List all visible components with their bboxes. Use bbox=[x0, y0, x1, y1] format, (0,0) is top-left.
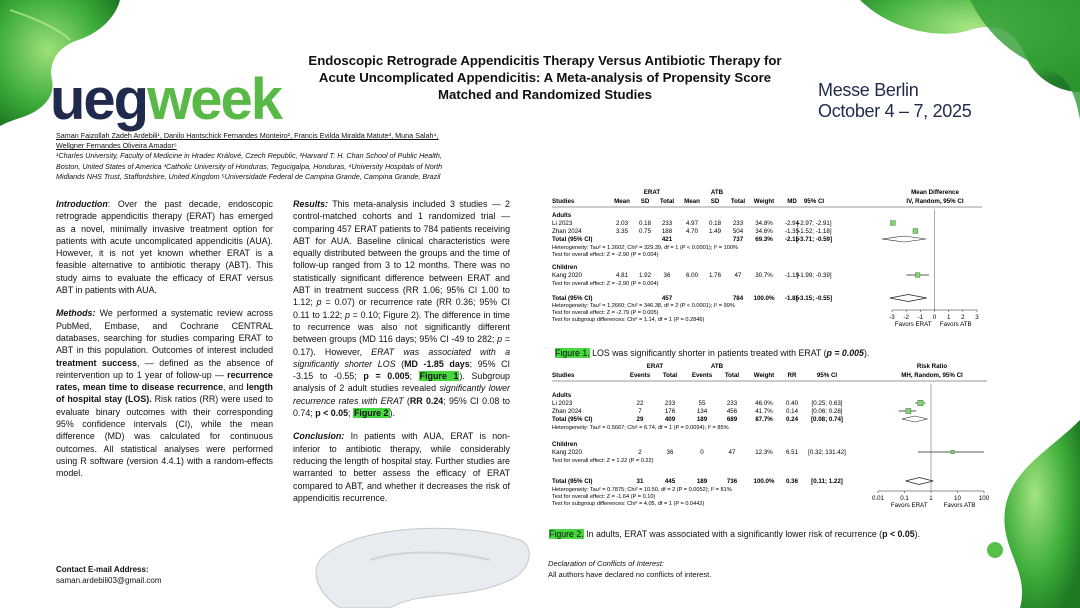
fig1-header: Total bbox=[659, 198, 675, 205]
fig2-group-atb: ATB bbox=[710, 363, 724, 370]
fig1-cell: 0.18 bbox=[638, 220, 652, 227]
fig1-cell: 3.35 bbox=[615, 228, 629, 235]
poster-title: Endoscopic Retrograde Appendicitis Therapy Versus Antibiotic Therapy for Acute Uncomplicated Appendicitis: A Meta-analysis of Propensity Score Matched and Randomized Studies bbox=[308, 53, 782, 102]
fig1-cell: 0.18 bbox=[708, 220, 722, 227]
fig1-cell: -1.19 bbox=[784, 272, 800, 279]
conclusion-text: In patients with AUA, ERAT is non-inferior to antibiotic therapy, while considerably reducing the length of hospital stay. Further studies are warranted to better assess the efficacy of ERAT compared to ABT, and whether it decreases the risk of appendicitis recurrence. bbox=[293, 431, 510, 503]
fig2-cell: [0.06; 0.28] bbox=[811, 408, 843, 415]
results-italic: p bbox=[345, 309, 350, 320]
figure1-caption-label: Figure 1. bbox=[555, 348, 590, 358]
fig2-cell: 22 bbox=[636, 400, 644, 407]
fig2-overall-cell: 445 bbox=[664, 478, 676, 485]
fig2-tick-label: 0.1 bbox=[900, 495, 909, 502]
fig1-overall-cell: 784 bbox=[732, 295, 744, 302]
fig2-cell: 176 bbox=[664, 408, 676, 415]
fig2-favors-right: Favors ATB bbox=[943, 502, 976, 509]
fig2-study-name: Li 2023 bbox=[552, 400, 573, 407]
figure1-caption-text: LOS was significantly shorter in patients treated with ERAT ( bbox=[589, 348, 827, 358]
figure1-caption-p: p = 0.005 bbox=[826, 348, 864, 358]
fig2-study-marker bbox=[906, 408, 911, 413]
fig2-header: Weight bbox=[753, 372, 775, 379]
venue-dates: October 4 – 7, 2025 bbox=[818, 101, 972, 121]
fig2-header: 95% CI bbox=[816, 372, 838, 379]
fig1-overall-cell: 457 bbox=[661, 295, 673, 302]
column-left bbox=[56, 198, 273, 491]
fig1-cell: 4.81 bbox=[615, 272, 629, 279]
fig2-study-marker bbox=[951, 450, 954, 453]
results-text: = 0.10; Figure 2). The difference in time to recurrence was also not significantly different between groups (MD 116 days; 95% CI -49 to 282; bbox=[293, 309, 510, 345]
fig2-total-cell: 29 bbox=[636, 416, 644, 423]
results-section bbox=[293, 198, 510, 419]
fig1-cell: 47 bbox=[734, 272, 742, 279]
conclusion-heading: Conclusion: bbox=[293, 431, 345, 442]
author-names: Saman Faizollah Zadeh Ardebili¹, Danilo Hantschick Fernandes Monteiro², Francis Evilda Miralda Matute³, Muna Salah⁴, Wellgner Fernandes Oliveira Amador⁵ bbox=[56, 131, 439, 151]
results-text: ). bbox=[389, 408, 395, 419]
fig2-note: Heterogeneity: Tau² = 0.5667; Chi² = 6.74, df = 1 (P = 0.0094); I² = 85% bbox=[552, 425, 729, 431]
figure1-forest-plot bbox=[552, 186, 992, 346]
fig1-header: SD bbox=[710, 198, 720, 205]
fig2-subgroup-label: Children bbox=[552, 441, 578, 448]
fig1-tick-label: 3 bbox=[975, 314, 979, 321]
ueg-week-logo bbox=[50, 67, 282, 132]
fig1-tick-label: 1 bbox=[946, 314, 951, 321]
fig1-header: Weight bbox=[753, 198, 775, 205]
liver-illustration bbox=[300, 520, 540, 608]
fig1-cell: 233 bbox=[661, 220, 673, 227]
fig2-header: MH, Random, 95% CI bbox=[901, 372, 963, 379]
figure2-reference: Figure 2 bbox=[353, 408, 389, 419]
fig1-total-cell: 69.3% bbox=[755, 236, 773, 243]
results-bold: RR 0.24 bbox=[409, 395, 444, 406]
fig1-cell: 188 bbox=[661, 228, 673, 235]
fig2-cell: 134 bbox=[696, 408, 708, 415]
figure2-forest-plot bbox=[552, 360, 992, 530]
fig2-cell: 0.40 bbox=[785, 400, 799, 407]
fig1-group-erat: ERAT bbox=[643, 189, 661, 196]
fig2-note: Test for overall effect: Z = 1.22 (P = 0.22) bbox=[552, 458, 654, 464]
fig1-cell: 1.49 bbox=[708, 228, 722, 235]
fig1-note: Test for overall effect: Z = -2.90 (P = 0.004) bbox=[552, 281, 659, 287]
results-heading: Results: bbox=[293, 199, 329, 209]
fig1-study-marker bbox=[890, 221, 895, 226]
logo-ueg-text: ueg bbox=[50, 67, 148, 132]
fig2-overall-cell: 736 bbox=[726, 478, 738, 485]
fig1-header: Mean bbox=[614, 198, 630, 205]
fig2-cell: [0.32; 131.42] bbox=[808, 449, 846, 456]
fig1-cell: 1.92 bbox=[638, 272, 652, 279]
fig1-cell: [-1.52; -1.18] bbox=[796, 228, 832, 235]
results-bold: p < 0.05 bbox=[315, 408, 349, 419]
fig1-study-marker bbox=[915, 273, 920, 278]
declaration-block bbox=[548, 558, 711, 580]
fig2-cell: 55 bbox=[698, 400, 706, 407]
fig1-header: Studies bbox=[552, 198, 575, 205]
fig1-cell: [-2.97; -2.91] bbox=[796, 220, 832, 227]
fig1-subtotal-diamond bbox=[882, 236, 926, 242]
fig1-cell: 2.03 bbox=[615, 220, 629, 227]
contact-label: Contact E-mail Address: bbox=[56, 565, 149, 574]
fig2-cell: 36 bbox=[666, 449, 674, 456]
fig2-header: Studies bbox=[552, 372, 575, 379]
methods-section bbox=[56, 307, 273, 479]
methods-text: We performed a systematic review across PubMed, Embase, and Cochrane CENTRAL databases, searching for studies comparing ERAT to ABT in this population. Outcomes of interest included bbox=[56, 308, 273, 356]
fig1-total-cell: -2.15 bbox=[784, 236, 800, 243]
results-text: = 0.17). However, bbox=[293, 334, 510, 357]
fig1-overall-label: Total (95% CI) bbox=[552, 295, 593, 302]
figure1-caption-end: ). bbox=[863, 348, 870, 358]
fig1-cell: 6.00 bbox=[685, 272, 699, 279]
methods-text: , — defined as the absence of reintervention up to 1 year of follow-up — bbox=[56, 357, 273, 380]
fig1-tick-label: 2 bbox=[961, 314, 965, 321]
conclusion-section bbox=[293, 430, 510, 504]
fig2-total-cell: 409 bbox=[664, 416, 676, 423]
fig2-cell: 46.0% bbox=[755, 400, 773, 407]
fig1-header: IV, Random, 95% CI bbox=[906, 198, 964, 205]
introduction-section bbox=[56, 198, 273, 296]
author-affiliations: ¹Charles University, Faculty of Medicine in Hradec Králové, Czech Republic, ²Harvard T. H. Chan School of Public Health, Boston, United States of America ³Catholic University of Honduras, Tegucigalpa, Honduras, ⁴University Hospitals of North Midlands NHS Trust, Staffordshire, United Kingdom ⁵Universidade Federal de Campina Grande, Campina Grande, Brazil bbox=[56, 151, 443, 181]
fig1-subgroup-label: Adults bbox=[552, 212, 572, 219]
fig1-group-md: Mean Difference bbox=[911, 189, 959, 196]
results-text: ; 95% CI -3.15 to -0.55; bbox=[293, 358, 511, 382]
results-bold: p = 0.005 bbox=[363, 371, 410, 382]
fig1-cell: -2.94 bbox=[784, 220, 800, 227]
fig1-study-name: Kang 2020 bbox=[552, 272, 582, 279]
fig1-cell: -1.35 bbox=[784, 228, 800, 235]
fig2-cell: [0.25; 0.63] bbox=[811, 400, 843, 407]
fig2-cell: 6.51 bbox=[785, 449, 799, 456]
column-middle bbox=[293, 198, 510, 515]
fig2-total-cell: 0.24 bbox=[785, 416, 799, 423]
results-italic: p bbox=[497, 334, 503, 345]
results-bold: MD -1.85 days bbox=[404, 358, 470, 369]
fig1-note: Heterogeneity: Tau² = 1.2602; Chi² = 329.39, df = 1 (P < 0.0001); I² = 100% bbox=[552, 245, 738, 251]
fig2-cell: 12.3% bbox=[755, 449, 773, 456]
fig2-tick-label: 1 bbox=[929, 495, 933, 502]
fig2-header: Events bbox=[691, 372, 713, 379]
fig2-cell: 456 bbox=[726, 408, 738, 415]
fig1-overall-cell: [-3.15; -0.55] bbox=[795, 295, 833, 302]
results-text: ; bbox=[409, 371, 419, 382]
results-text: = 0.07) or recurrence rate (RR 0.36; 95% CI 0.11 to 1.22; bbox=[293, 297, 510, 320]
fig2-overall-note: Test for overall effect: Z = -1.64 (P = 0.10) bbox=[552, 494, 656, 500]
methods-text: , and bbox=[223, 382, 247, 393]
results-text: ( bbox=[395, 358, 405, 369]
results-text: ). Subgroup analysis of 2 adult studies revealed bbox=[293, 371, 510, 394]
fig2-cell: 0 bbox=[700, 449, 704, 456]
fig1-overall-note: Test for overall effect: Z = -2.79 (P = 0.005) bbox=[552, 310, 659, 316]
fig2-study-marker bbox=[918, 400, 923, 405]
fig1-group-atb: ATB bbox=[710, 189, 724, 196]
fig2-total-cell: [0.08; 0.74] bbox=[811, 416, 843, 423]
contact-email[interactable]: saman.ardebili03@gmail.com bbox=[56, 576, 162, 585]
fig2-header: RR bbox=[787, 372, 797, 379]
fig1-cell: 0.75 bbox=[638, 228, 652, 235]
fig2-total-cell: 689 bbox=[726, 416, 738, 423]
fig1-study-name: Li 2023 bbox=[552, 220, 573, 227]
fig2-total-cell: 87.7% bbox=[755, 416, 773, 423]
fig2-study-name: Zhan 2024 bbox=[552, 408, 582, 415]
fig1-tick-label: -1 bbox=[917, 314, 924, 321]
figure2-caption-end: ). bbox=[914, 529, 921, 539]
fig1-cell: 34.8% bbox=[755, 220, 773, 227]
fig2-tick-label: 0.01 bbox=[871, 495, 885, 502]
decorative-swirl-top-right bbox=[820, 0, 1080, 150]
fig2-tick-label: 10 bbox=[954, 495, 961, 502]
fig1-header: SD bbox=[640, 198, 650, 205]
fig1-tick-label: -3 bbox=[889, 314, 895, 321]
results-text: ( bbox=[403, 395, 410, 406]
figure2-caption-label: Figure 2. bbox=[549, 529, 584, 539]
results-italic: p bbox=[316, 297, 322, 308]
fig1-cell: 233 bbox=[732, 220, 744, 227]
fig2-header: Total bbox=[724, 372, 740, 379]
fig2-tick-label: 100 bbox=[978, 495, 990, 502]
results-italic: ERAT was associated with a significantly shorter LOS bbox=[293, 346, 511, 369]
fig1-cell: 504 bbox=[732, 228, 744, 235]
venue-info bbox=[818, 80, 971, 122]
fig1-cell: 4.97 bbox=[685, 220, 699, 227]
fig2-header: Total bbox=[662, 372, 678, 379]
methods-bold: treatment success bbox=[56, 357, 137, 368]
fig1-total-cell: 421 bbox=[661, 236, 673, 243]
figure2-caption-text: In adults, ERAT was associated with a significantly lower risk of recurrence ( bbox=[583, 529, 883, 539]
fig1-cell: [-1.99; -0.39] bbox=[796, 272, 832, 279]
contact-block bbox=[56, 564, 162, 586]
fig2-cell: 2 bbox=[638, 449, 642, 456]
fig1-total-label: Total (95% CI) bbox=[552, 236, 593, 243]
fig2-group-erat: ERAT bbox=[646, 363, 664, 370]
fig1-overall-cell: -1.85 bbox=[784, 295, 800, 302]
fig2-total-cell: 189 bbox=[696, 416, 708, 423]
introduction-heading: Introduction bbox=[56, 199, 108, 209]
fig1-cell: 30.7% bbox=[755, 272, 773, 279]
fig2-favors-left: Favors ERAT bbox=[890, 502, 928, 509]
fig2-group-rr: Risk Ratio bbox=[916, 363, 948, 370]
fig2-overall-note: Test for subgroup differences: Chi² = 4.05, df = 1 (P = 0.0442) bbox=[552, 501, 705, 507]
venue-location: Messe Berlin bbox=[818, 80, 919, 100]
results-italic: significantly lower recurrence rates with ERAT bbox=[293, 383, 510, 406]
fig2-overall-cell: [0.11; 1.22] bbox=[811, 478, 843, 485]
fig1-overall-note: Test for subgroup differences: Chi² = 1.14, df = 1 (P = 0.2846) bbox=[552, 317, 705, 323]
fig1-total-cell: [-3.71; -0.59] bbox=[795, 236, 833, 243]
fig1-header: 95% CI bbox=[803, 198, 825, 205]
fig2-cell: 41.7% bbox=[755, 408, 773, 415]
fig1-subgroup-label: Children bbox=[552, 264, 578, 271]
fig2-total-label: Total (95% CI) bbox=[552, 416, 593, 423]
fig2-subtotal-diamond bbox=[902, 416, 928, 422]
declaration-text: All authors have declared no conflicts of interest. bbox=[548, 570, 712, 579]
fig1-cell: 4.70 bbox=[685, 228, 699, 235]
fig1-note: Test for overall effect: Z = -2.90 (P = 0.004) bbox=[552, 252, 659, 258]
fig2-overall-cell: 0.36 bbox=[785, 478, 799, 485]
fig1-cell: 1.76 bbox=[708, 272, 722, 279]
fig1-cell: 36 bbox=[663, 272, 671, 279]
fig1-overall-diamond bbox=[890, 295, 927, 302]
results-text: ; bbox=[348, 408, 353, 419]
fig1-favors-left: Favors ERAT bbox=[894, 321, 932, 328]
fig1-total-cell: 737 bbox=[732, 236, 744, 243]
fig2-cell: 47 bbox=[728, 449, 736, 456]
authors-block bbox=[56, 131, 466, 182]
methods-bold: recurrence rates, mean time to disease recurrence bbox=[56, 369, 273, 393]
figure2-caption-p: p < 0.05 bbox=[882, 529, 915, 539]
fig2-header: Events bbox=[629, 372, 651, 379]
results-text: ; 95% CI 0.08 to 0.74; bbox=[293, 395, 510, 419]
fig2-overall-cell: 189 bbox=[696, 478, 708, 485]
fig1-header: Total bbox=[730, 198, 746, 205]
fig2-study-name: Kang 2020 bbox=[552, 449, 582, 456]
figure1-caption bbox=[555, 348, 985, 358]
fig2-cell: 233 bbox=[726, 400, 738, 407]
figure2-caption bbox=[549, 529, 985, 539]
fig1-overall-note: Heterogeneity: Tau² = 1.2660; Chi² = 346.38, df = 2 (P < 0.0001); I² = 99% bbox=[552, 303, 735, 309]
fig1-favors-right: Favors ATB bbox=[939, 321, 972, 328]
fig2-overall-cell: 31 bbox=[636, 478, 644, 485]
fig2-overall-cell: 100.0% bbox=[753, 478, 775, 485]
fig2-cell: 7 bbox=[638, 408, 642, 415]
results-text: This meta-analysis included 3 studies — 2 control-matched cohorts and 1 randomized trial — comparing 457 ERAT patients to 784 patients receiving ABT for AUA. Baseline clinical characteristics were equally distributed between the groups and the time of follow-up ranged from 3 to 12 months. There was no statistically significant difference between ERAT and ABT in treatment success (RR 1.06; 95% CI 1.00 to 1.12; bbox=[293, 199, 510, 308]
methods-text: Risk ratios (RR) were used to evaluate binary outcomes with their corresponding 95% confidence intervals (CI), while the mean difference (MD) was calculated for continuous outcomes. All statistical analyses were performed using R software (version 4.4.1) with a random-effects model. bbox=[56, 394, 273, 479]
introduction-text: : Over the past decade, endoscopic retrograde appendicitis therapy (ERAT) has emerged as a novel, minimally invasive treatment option for patients with acute uncomplicated appendicitis (AUA). However, it is not yet known whether ERAT is a feasible alternative to antibiotic therapy (ABT). This study aims to evaluate the efficacy of ERAT versus ABT in patients with AUA. bbox=[56, 199, 273, 296]
figure1-reference: Figure 1 bbox=[419, 371, 459, 382]
fig1-overall-cell: 100.0% bbox=[753, 295, 775, 302]
methods-bold: length of hospital stay (LOS). bbox=[56, 382, 273, 405]
fig2-cell: 233 bbox=[664, 400, 676, 407]
fig1-header: Mean bbox=[684, 198, 700, 205]
fig2-subgroup-label: Adults bbox=[552, 392, 572, 399]
methods-heading: Methods: bbox=[56, 308, 96, 319]
fig1-study-marker bbox=[913, 229, 918, 234]
fig2-cell: 0.14 bbox=[785, 408, 799, 415]
fig2-overall-note: Heterogeneity: Tau² = 0.7875; Chi² = 10.50, df = 2 (P = 0.0052); I² = 81% bbox=[552, 487, 732, 493]
fig1-tick-label: 0 bbox=[932, 314, 937, 321]
logo-week-text: week bbox=[147, 67, 282, 132]
fig2-overall-label: Total (95% CI) bbox=[552, 478, 593, 485]
fig1-tick-label: -2 bbox=[903, 314, 909, 321]
fig1-cell: 34.6% bbox=[755, 228, 773, 235]
fig1-header: MD bbox=[787, 198, 797, 205]
declaration-label: Declaration of Conflicts of Interest: bbox=[548, 559, 665, 568]
fig2-overall-diamond bbox=[906, 478, 934, 485]
fig1-study-name: Zhan 2024 bbox=[552, 228, 582, 235]
